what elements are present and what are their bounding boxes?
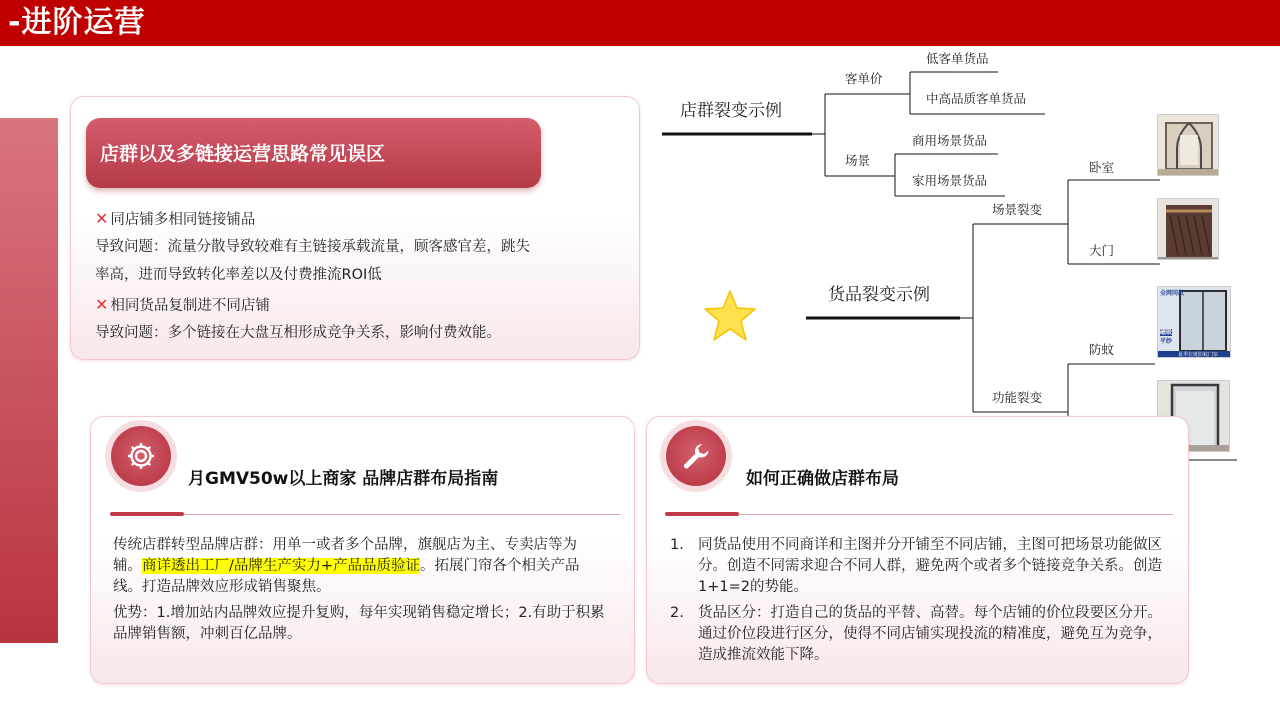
divider-accent xyxy=(665,512,739,516)
tree2-branch-label: 场景裂变 xyxy=(992,202,1043,217)
mistake-problem-line: 导致问题：多个链接在大盘互相形成竞争关系，影响付费效能。 xyxy=(95,325,501,341)
cross-icon: ✕ xyxy=(95,295,109,314)
brand-guide-advantages: 优势：1.增加站内品牌效应提升复购，每年实现销售稳定增长；2.有助于积累品牌销售额，冲刺百亿品牌。 xyxy=(113,605,605,642)
store-layout-title: 如何正确做店群布局 xyxy=(746,469,899,489)
highlighted-text: 商详透出工厂/品牌生产实力+产品品质验证 xyxy=(142,558,421,574)
tree1-branch-label: 场景 xyxy=(845,153,871,168)
list-item xyxy=(670,535,1165,601)
tree1-leaf-label: 低客单货品 xyxy=(926,51,989,66)
list-number: 1. xyxy=(670,537,684,553)
cross-icon: ✕ xyxy=(95,209,109,228)
page-title: -进阶运营 xyxy=(8,5,146,40)
screen-banner-text: 磁吸 xyxy=(1160,329,1173,336)
section-divider xyxy=(110,514,620,515)
tree2-root-label: 货品裂变示例 xyxy=(828,285,930,305)
divider-accent xyxy=(110,512,184,516)
tree2-leaf-label: 卧室 xyxy=(1089,160,1115,175)
tree2-leaf-label: 大门 xyxy=(1089,243,1115,258)
tree1-root-label: 店群裂变示例 xyxy=(680,101,782,121)
tree1-branch-label: 客单价 xyxy=(845,71,883,86)
bedroom-photo xyxy=(1157,114,1219,176)
screen-banner-text: 夏季拉链防蚊门帘 xyxy=(1178,352,1219,358)
mistake-item xyxy=(95,295,270,316)
side-accent-bar xyxy=(0,118,58,643)
mistake-problem-line: 导致问题：流量分散导致较难有主链接承载流量，顾客感官差，跳失 xyxy=(95,239,530,255)
tree2-leaf-label: 防蚊 xyxy=(1089,342,1115,357)
mistake-problem-line: 率高，进而导致转化率差以及付费推流ROI低 xyxy=(95,267,382,283)
wrench-icon xyxy=(666,426,726,486)
mosquito-screen-photo xyxy=(1157,286,1231,358)
mistake-text: 同店铺多相同链接铺品 xyxy=(110,212,256,228)
gear-icon xyxy=(111,426,171,486)
list-number: 2. xyxy=(670,605,684,621)
mistake-item xyxy=(95,209,255,230)
mistakes-title: 店群以及多链接运营思路常见误区 xyxy=(100,143,386,165)
tree1-leaf-label: 家用场景货品 xyxy=(912,173,988,188)
tree2-branch-label: 功能裂变 xyxy=(992,390,1043,405)
mistake-text: 相同货品复制进不同店铺 xyxy=(110,298,270,314)
brand-guide-paragraph: 传统店群转型品牌店群：用单一或者多个品牌，旗舰店为主、专卖店等为辅。商详透出工厂/品牌生产实力+产品品质验证。拓展门帘各个相关产品线。打造品牌效应形成销售聚焦。 xyxy=(113,537,580,595)
tree1-leaf-label: 中高品质客单货品 xyxy=(926,91,1027,106)
header-bar xyxy=(0,0,1280,46)
list-item-text: 货品区分：打造自己的货品的平替、高替。每个店铺的价位段要区分开。通过价位段进行区分，使得不同店铺实现投流的精准度，避免互为竞争，造成推流效能下降。 xyxy=(698,605,1162,663)
screen-banner-text: 全网同款 xyxy=(1160,290,1185,297)
star-icon xyxy=(703,289,757,343)
list-item xyxy=(670,603,1165,669)
tree1-leaf-label: 商用场景货品 xyxy=(912,133,988,148)
screen-banner-text: 平纱 xyxy=(1160,338,1173,345)
list-item-text: 同货品使用不同商详和主图并分开铺至不同店铺，主图可把场景功能做区分。创造不同需求迎合不同人群，避免两个或者多个链接竞争关系。创造1+1=2的势能。 xyxy=(698,537,1162,595)
brand-guide-title: 月GMV50w以上商家 品牌店群布局指南 xyxy=(188,469,499,489)
door-photo xyxy=(1157,198,1219,260)
section-divider xyxy=(665,514,1173,515)
